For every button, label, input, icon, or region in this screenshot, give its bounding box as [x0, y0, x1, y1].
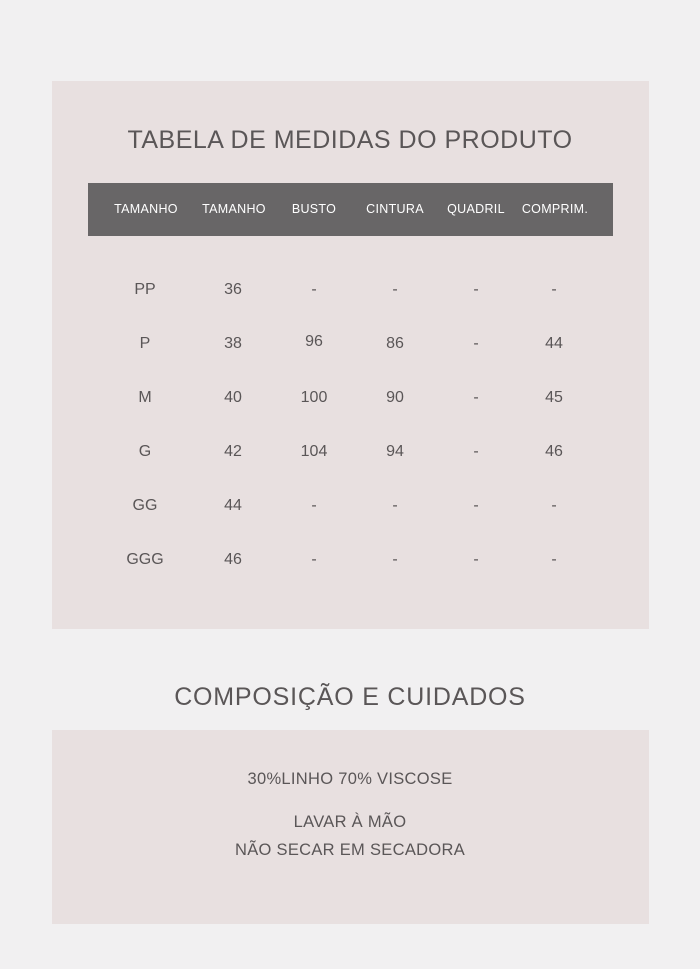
table-row	[0, 329, 700, 359]
cell-bust: -	[311, 281, 317, 298]
cell-hip: -	[473, 335, 479, 352]
cell-hip: -	[473, 281, 479, 298]
cell-size-number: 42	[224, 443, 242, 460]
cell-waist: -	[392, 497, 398, 514]
cell-length: -	[551, 497, 557, 514]
table-row	[0, 545, 700, 575]
composition-text: 30%LINHO 70% VISCOSE	[247, 770, 453, 788]
cell-length: 46	[545, 443, 563, 460]
wash-instruction: LAVAR À MÃO	[293, 813, 407, 831]
cell-size-letter: G	[138, 443, 152, 460]
cell-size-number: 38	[224, 335, 242, 352]
cell-size-letter: P	[139, 335, 151, 352]
cell-waist: -	[392, 551, 398, 568]
cell-bust: 100	[300, 389, 328, 406]
header-bust: BUSTO	[291, 202, 337, 216]
size-table-header	[88, 183, 613, 236]
cell-bust: -	[311, 497, 317, 514]
cell-bust: 96	[305, 333, 323, 350]
table-row	[0, 275, 700, 305]
dry-instruction: NÃO SECAR EM SECADORA	[234, 841, 465, 859]
cell-waist: -	[392, 281, 398, 298]
cell-size-number: 44	[224, 497, 242, 514]
cell-hip: -	[473, 551, 479, 568]
cell-length: -	[551, 551, 557, 568]
header-size-number: TAMANHO	[202, 202, 266, 216]
cell-size-number: 40	[224, 389, 242, 406]
cell-waist: 94	[386, 443, 404, 460]
cell-length: -	[551, 281, 557, 298]
cell-size-letter: GGG	[126, 551, 164, 568]
cell-waist: 86	[386, 335, 404, 352]
header-length: COMPRIM.	[521, 202, 589, 216]
header-waist: CINTURA	[366, 202, 424, 216]
table-row	[0, 437, 700, 467]
header-size-letter: TAMANHO	[114, 202, 178, 216]
cell-hip: -	[473, 497, 479, 514]
cell-size-letter: GG	[132, 497, 158, 514]
cell-size-number: 36	[224, 281, 242, 298]
cell-hip: -	[473, 443, 479, 460]
cell-size-letter: M	[138, 389, 152, 406]
header-hip: QUADRIL	[447, 202, 505, 216]
cell-size-number: 46	[224, 551, 242, 568]
table-row	[0, 383, 700, 413]
cell-size-letter: PP	[134, 281, 156, 298]
table-row	[0, 491, 700, 521]
cell-bust: 104	[300, 443, 328, 460]
cell-waist: 90	[386, 389, 404, 406]
cell-length: 44	[545, 335, 563, 352]
care-section-title: COMPOSIÇÃO E CUIDADOS	[174, 683, 526, 711]
cell-length: 45	[545, 389, 563, 406]
size-table-title: TABELA DE MEDIDAS DO PRODUTO	[127, 126, 573, 154]
cell-hip: -	[473, 389, 479, 406]
cell-bust: -	[311, 551, 317, 568]
